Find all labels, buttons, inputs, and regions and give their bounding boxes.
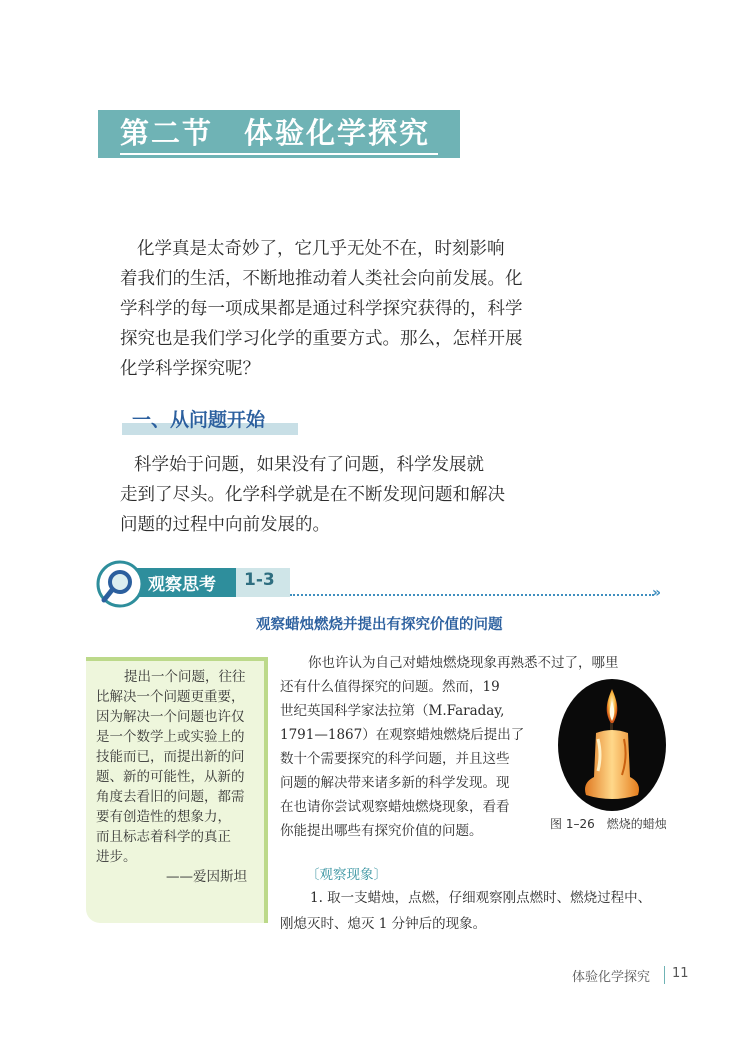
phenomenon-label: 〔观察现象〕	[306, 867, 387, 883]
main-line: 1791—1867）在观察蜡烛燃烧后提出了	[280, 727, 525, 743]
quote-line: 要有创造性的想象力，	[96, 809, 231, 825]
section-title: 第二节 体验化学探究	[120, 116, 431, 150]
intro-line: 探究也是我们学习化学的重要方式。那么，怎样开展	[120, 329, 523, 349]
footer-separator	[664, 966, 665, 984]
title-underline	[120, 153, 438, 155]
main-line: 你也许认为自己对蜡烛燃烧现象再熟悉不过了，哪里	[308, 655, 619, 671]
step-text	[280, 888, 651, 934]
observe-think-label: 观察思考	[148, 575, 216, 595]
quote-line: 进步。	[96, 849, 137, 865]
quote-line: 是一个数学上或实验上的	[96, 729, 245, 745]
subsection-paragraph	[120, 450, 505, 540]
magnifier-icon	[96, 560, 144, 608]
quote-text	[96, 667, 247, 887]
candle-photo	[558, 679, 666, 811]
footer-chapter-title: 体验化学探究	[572, 970, 651, 985]
main-line: 在也请你尝试观察蜡烛燃烧现象，看看	[280, 799, 510, 815]
main-line: 问题的解决带来诸多新的科学发现。现	[280, 775, 510, 791]
quote-line: 题、新的可能性，从新的	[96, 769, 245, 785]
intro-paragraph	[120, 234, 523, 384]
quote-author: ——爱因斯坦	[166, 869, 247, 885]
intro-line: 学科学的每一项成果都是通过科学探究获得的，科学	[120, 299, 523, 319]
activity-number: 1-3	[244, 570, 275, 590]
dotted-divider	[290, 594, 654, 596]
quote-line: 而且标志着科学的真正	[96, 829, 231, 845]
quote-line: 因为解决一个问题也许仅	[96, 709, 245, 725]
quote-line: 比解决一个问题更重要，	[96, 689, 245, 705]
activity-title: 观察蜡烛燃烧并提出有探究价值的问题	[256, 616, 503, 633]
intro-line: 着我们的生活，不断地推动着人类社会向前发展。化	[120, 269, 523, 289]
step-line: 1. 取一支蜡烛，点燃，仔细观察刚点燃时、燃烧过程中、	[310, 890, 652, 906]
intro-line: 化学真是太奇妙了，它几乎无处不在，时刻影响	[137, 239, 505, 259]
main-line: 你能提出哪些有探究价值的问题。	[280, 823, 483, 839]
quote-line: 技能而已，而提出新的问	[96, 749, 245, 765]
intro-line: 化学科学探究呢？	[120, 359, 260, 379]
subsection-line: 问题的过程中向前发展的。	[120, 515, 330, 535]
quote-line: 提出一个问题，往往	[124, 669, 246, 685]
main-line: 还有什么值得探究的问题。然而，19	[280, 679, 500, 695]
double-chevron-icon: »	[652, 585, 662, 601]
main-line: 数十个需要探究的科学问题，并且这些	[280, 751, 510, 767]
subsection-heading: 一、从问题开始	[132, 409, 266, 431]
figure-caption: 图 1–26 燃烧的蜡烛	[550, 817, 667, 831]
page-number: 11	[672, 966, 689, 981]
subsection-line: 走到了尽头。化学科学就是在不断发现问题和解决	[120, 485, 505, 505]
step-line: 刚熄灭时、熄灭 1 分钟后的现象。	[280, 916, 487, 932]
subsection-line: 科学始于问题，如果没有了问题，科学发展就	[134, 455, 484, 475]
main-line: 世纪英国科学家法拉第（M.Faraday,	[280, 703, 505, 719]
quote-line: 角度去看旧的问题，都需	[96, 789, 245, 805]
